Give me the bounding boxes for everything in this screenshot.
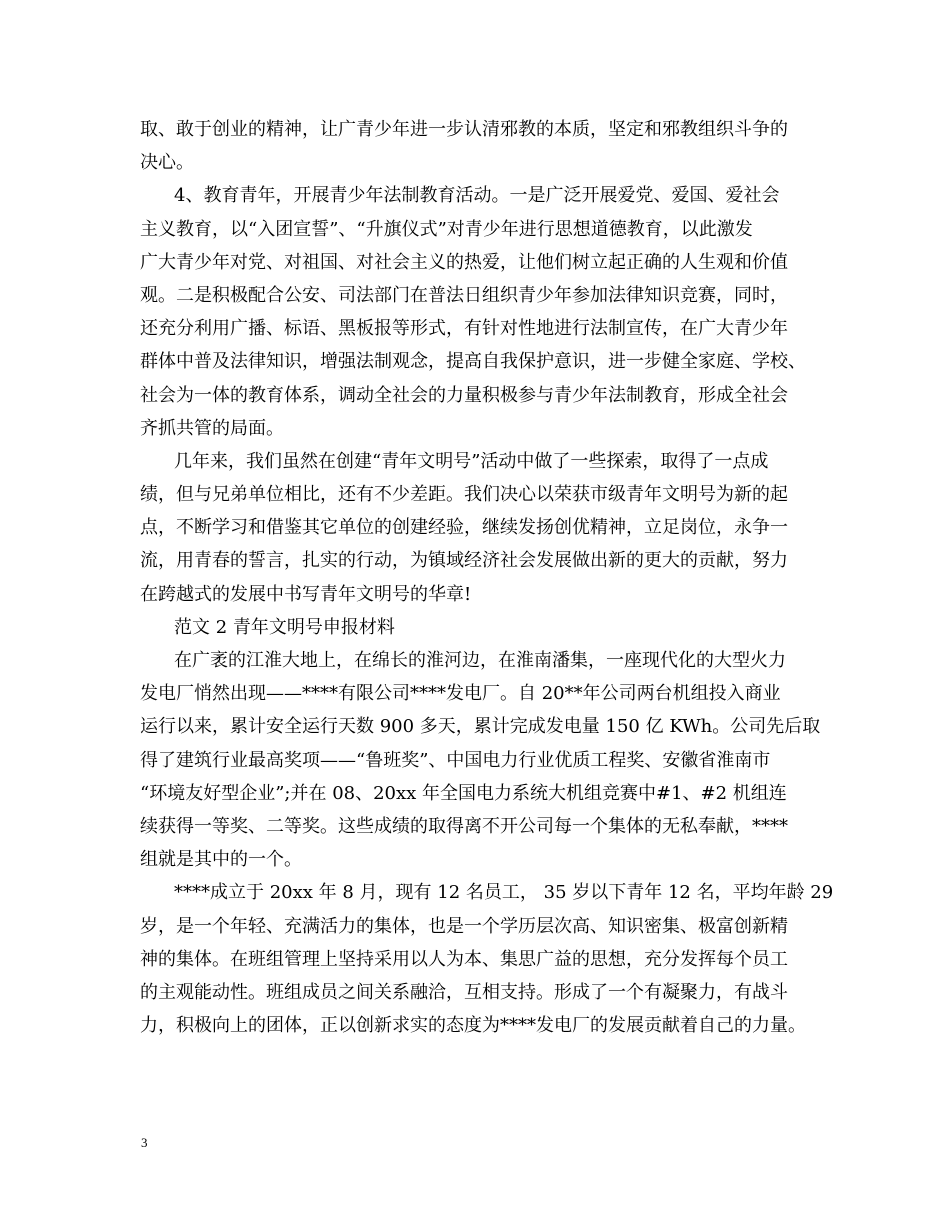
text-line: ****成立于 20xx 年 8 月，现有 12 名员工， 35 岁以下青年 12 名，平均年龄 29 [174,882,834,904]
text-line: 几年来，我们虽然在创建“青年文明号”活动中做了一些探索，取得了一点成 [174,450,769,472]
text-line: 发电厂悄然出现——****有限公司****发电厂。自 20**年公司两台机组投入商业 [140,683,781,705]
text-line: 范文 2 青年文明号申报材料 [174,616,395,638]
paragraph-team-intro [140,876,834,1042]
text-line: 还充分利用广播、标语、黑板报等形式，有针对性地进行法制宣传，在广大青少年 [140,318,788,340]
text-line: 组就是其中的一个。 [140,849,302,871]
text-line: 绩，但与兄弟单位相比，还有不少差距。我们决心以荣获市级青年文明号为新的起 [140,484,788,506]
page-number: 3 [141,1135,148,1150]
text-line: 续获得一等奖、二等奖。这些成绩的取得离不开公司每一个集体的无私奉献，**** [140,815,788,837]
document-body [140,113,834,1042]
text-line: 主义教育，以“入团宣誓”、“升旗仪式”对青少年进行思想道德教育，以此激发 [140,218,753,240]
text-line: 在广袤的江淮大地上，在绵长的淮河边，在淮南潘集，一座现代化的大型火力 [174,650,786,671]
text-line: 观。二是积极配合公安、司法部门在普法日组织青少年参加法律知识竞赛，同时， [140,284,788,306]
text-line: 决心。 [140,152,194,174]
text-line: 广大青少年对党、对祖国、对社会主义的热爱，让他们树立起正确的人生观和价值 [140,251,788,273]
text-line: 取、敢于创业的精神，让广青少年进一步认清邪教的本质，坚定和邪教组织斗争的 [140,119,788,140]
text-line: 在跨越式的发展中书写青年文明号的华章! [140,583,472,605]
text-line: 4、教育青年，开展青少年法制教育活动。一是广泛开展爱党、爱国、爱社会 [174,185,780,207]
paragraph-continuation [140,113,830,179]
text-line: 点，不断学习和借鉴其它单位的创建经验，继续发扬创优精神，立足岗位，永争一 [140,517,788,539]
paragraph-conclusion [140,445,830,611]
paragraph-company-intro [140,644,830,876]
paragraph-heading-sample-2 [140,611,830,644]
paragraph-item-4 [140,179,830,445]
text-line: 力，积极向上的团体，正以创新求实的态度为****发电厂的发展贡献着自己的力量。 [140,1015,806,1037]
text-line: 岁，是一个年轻、充满活力的集体，也是一个学历层次高、知识密集、极富创新精 [140,915,788,937]
text-line: “环境友好型企业”;并在 08、20xx 年全国电力系统大机组竞赛中#1、#2 机组连 [140,782,787,804]
text-line: 神的集体。在班组管理上坚持采用以人为本、集思广益的思想，充分发挥每个员工 [140,948,788,970]
text-line: 齐抓共管的局面。 [140,417,284,439]
text-line: 运行以来，累计安全运行天数 900 多天，累计完成发电量 150 亿 KWh。公司先后取 [140,716,821,738]
text-line: 社会为一体的教育体系，调动全社会的力量积极参与青少年法制教育，形成全社会 [140,384,788,406]
text-line: 群体中普及法律知识，增强法制观念，提高自我保护意识，进一步健全家庭、学校、 [140,351,806,373]
text-line: 的主观能动性。班组成员之间关系融洽，互相支持。形成了一个有凝聚力，有战斗 [140,981,788,1003]
text-line: 流，用青春的誓言，扎实的行动，为镇域经济社会发展做出新的更大的贡献，努力 [140,550,788,572]
text-line: 得了建筑行业最高奖项——“鲁班奖”、中国电力行业优质工程奖、安徽省淮南市 [140,749,771,771]
